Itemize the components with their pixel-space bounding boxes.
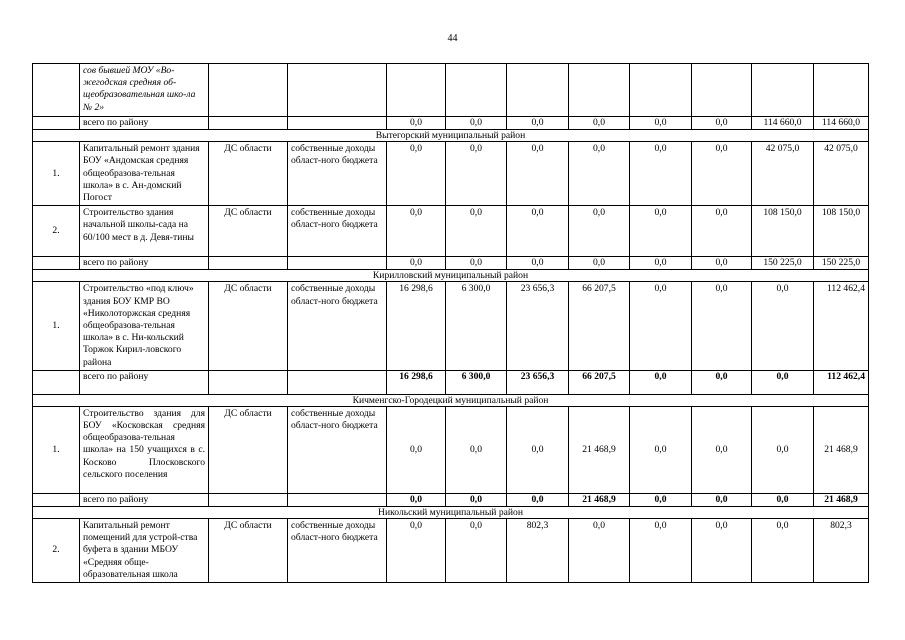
value-cell: 0,0 [692, 493, 752, 506]
value-cell: 0,0 [387, 206, 446, 257]
value-cell: 0,0 [630, 519, 692, 583]
row-number-cell [33, 64, 80, 117]
value-cell: 0,0 [387, 142, 446, 206]
value-cell: 0,0 [630, 142, 692, 206]
value-cell: 0,0 [387, 117, 446, 130]
value-cell: 0,0 [630, 117, 692, 130]
value-cell: 0,0 [387, 257, 446, 270]
value-cell: 42 075,0 [814, 142, 869, 206]
value-cell: 0,0 [630, 370, 692, 394]
customer-cell: ДС области [209, 282, 288, 370]
total-label: всего по району [80, 370, 209, 394]
value-cell: 0,0 [446, 206, 507, 257]
row-number-cell: 1. [33, 142, 80, 206]
source-cell: собственные доходы област-ного бюджета [288, 282, 387, 370]
value-cell: 0,0 [507, 117, 569, 130]
value-cell: 0,0 [630, 493, 692, 506]
row-number-cell: 2. [33, 519, 80, 583]
value-cell: 0,0 [507, 493, 569, 506]
value-cell: 0,0 [507, 206, 569, 257]
value-cell: 0,0 [692, 117, 752, 130]
value-cell: 0,0 [752, 370, 814, 394]
value-cell: 6 300,0 [446, 282, 507, 370]
value-cell: 0,0 [630, 206, 692, 257]
district-total-row [33, 370, 869, 394]
district-title: Кирилловский муниципальный район [33, 270, 869, 282]
customer-cell: ДС области [209, 406, 288, 493]
object-name-cell: Строительство здания начальной школы-сада на 60/100 мест в д. Девя-тины [80, 206, 209, 257]
value-cell: 0,0 [569, 257, 630, 270]
district-title: Вытегорский муниципальный район [33, 130, 869, 142]
value-cell [752, 64, 814, 117]
value-cell: 0,0 [630, 282, 692, 370]
source-cell: собственные доходы област-ного бюджета [288, 406, 387, 493]
value-cell: 150 225,0 [814, 257, 869, 270]
value-cell: 66 207,5 [569, 282, 630, 370]
value-cell: 0,0 [692, 370, 752, 394]
row-number-cell: 1. [33, 406, 80, 493]
value-cell: 23 656,3 [507, 370, 569, 394]
value-cell: 150 225,0 [752, 257, 814, 270]
district-total-row [33, 117, 869, 130]
budget-table [32, 63, 869, 583]
object-name-cell: сов бывшей МОУ «Во-жегодская средняя об-щеобразовательная шко-ла № 2» [80, 64, 209, 117]
source-cell: собственные доходы област-ного бюджета [288, 206, 387, 257]
value-cell: 0,0 [507, 257, 569, 270]
value-cell: 0,0 [446, 142, 507, 206]
value-cell: 112 462,4 [814, 282, 869, 370]
value-cell: 0,0 [752, 406, 814, 493]
value-cell: 0,0 [387, 406, 446, 493]
row-number-cell: 2. [33, 206, 80, 257]
value-cell: 6 300,0 [446, 370, 507, 394]
customer-cell [209, 64, 288, 117]
value-cell: 16 298,6 [387, 370, 446, 394]
district-title: Никольский муниципальный район [33, 507, 869, 519]
value-cell: 114 660,0 [814, 117, 869, 130]
district-total-row [33, 257, 869, 270]
value-cell [507, 64, 569, 117]
customer-cell: ДС области [209, 142, 288, 206]
customer-cell: ДС области [209, 206, 288, 257]
table-row [33, 206, 869, 257]
value-cell: 0,0 [569, 142, 630, 206]
table-row [33, 406, 869, 493]
value-cell: 108 150,0 [814, 206, 869, 257]
value-cell: 0,0 [692, 282, 752, 370]
customer-cell: ДС области [209, 519, 288, 583]
value-cell: 0,0 [446, 493, 507, 506]
value-cell [569, 64, 630, 117]
value-cell: 0,0 [692, 519, 752, 583]
value-cell [630, 64, 692, 117]
value-cell: 108 150,0 [752, 206, 814, 257]
value-cell: 21 468,9 [569, 406, 630, 493]
district-header-row [33, 130, 869, 142]
object-name-cell: Строительство здания для БОУ «Косковская средняя общеобразова-тельная школа» на 150 учащихся в с. Косково Плосковского сельского поселения [80, 406, 209, 493]
value-cell: 0,0 [569, 117, 630, 130]
object-name-cell: Капитальный ремонт здания БОУ «Андомская средняя общеобразова-тельная школа» в с. Ан-домский Погост [80, 142, 209, 206]
object-name-cell: Строительство «под ключ» здания БОУ КМР ВО «Николоторжская средняя общеобразова-тельная школа» в с. Ни-кольский Торжок Кирил-ловского района [80, 282, 209, 370]
value-cell: 0,0 [692, 142, 752, 206]
value-cell: 0,0 [752, 493, 814, 506]
page-number: 44 [447, 33, 458, 44]
value-cell: 0,0 [446, 519, 507, 583]
district-title: Кичменгско-Городецкий муниципальный район [33, 394, 869, 406]
value-cell [387, 64, 446, 117]
total-label: всего по району [80, 493, 209, 506]
value-cell: 0,0 [752, 519, 814, 583]
value-cell: 802,3 [507, 519, 569, 583]
value-cell [692, 64, 752, 117]
value-cell: 0,0 [387, 493, 446, 506]
value-cell: 0,0 [752, 282, 814, 370]
value-cell: 0,0 [446, 117, 507, 130]
value-cell: 16 298,6 [387, 282, 446, 370]
source-cell: собственные доходы област-ного бюджета [288, 519, 387, 583]
table-row [33, 282, 869, 370]
value-cell: 0,0 [446, 257, 507, 270]
total-label: всего по району [80, 257, 209, 270]
value-cell: 114 660,0 [752, 117, 814, 130]
value-cell: 0,0 [692, 206, 752, 257]
table-row [33, 142, 869, 206]
object-name-cell: Капитальный ремонт помещений для устрой-ства буфета в здании МБОУ «Средняя обще-образовательная школа [80, 519, 209, 583]
value-cell: 112 462,4 [814, 370, 869, 394]
value-cell: 0,0 [569, 519, 630, 583]
value-cell: 0,0 [446, 406, 507, 493]
row-number-cell: 1. [33, 282, 80, 370]
value-cell: 0,0 [630, 257, 692, 270]
district-header-row [33, 270, 869, 282]
value-cell: 23 656,3 [507, 282, 569, 370]
value-cell: 0,0 [507, 406, 569, 493]
value-cell: 0,0 [692, 257, 752, 270]
value-cell: 66 207,5 [569, 370, 630, 394]
source-cell [288, 64, 387, 117]
district-header-row [33, 507, 869, 519]
value-cell: 21 468,9 [569, 493, 630, 506]
value-cell: 0,0 [692, 406, 752, 493]
district-header-row [33, 394, 869, 406]
value-cell: 42 075,0 [752, 142, 814, 206]
total-label: всего по району [80, 117, 209, 130]
value-cell: 0,0 [387, 519, 446, 583]
table-row [33, 519, 869, 583]
value-cell [814, 64, 869, 117]
value-cell: 0,0 [507, 142, 569, 206]
district-total-row [33, 493, 869, 506]
table-row [33, 64, 869, 117]
value-cell: 0,0 [569, 206, 630, 257]
value-cell: 21 468,9 [814, 493, 869, 506]
value-cell: 802,3 [814, 519, 869, 583]
value-cell: 21 468,9 [814, 406, 869, 493]
value-cell: 0,0 [630, 406, 692, 493]
source-cell: собственные доходы област-ного бюджета [288, 142, 387, 206]
value-cell [446, 64, 507, 117]
